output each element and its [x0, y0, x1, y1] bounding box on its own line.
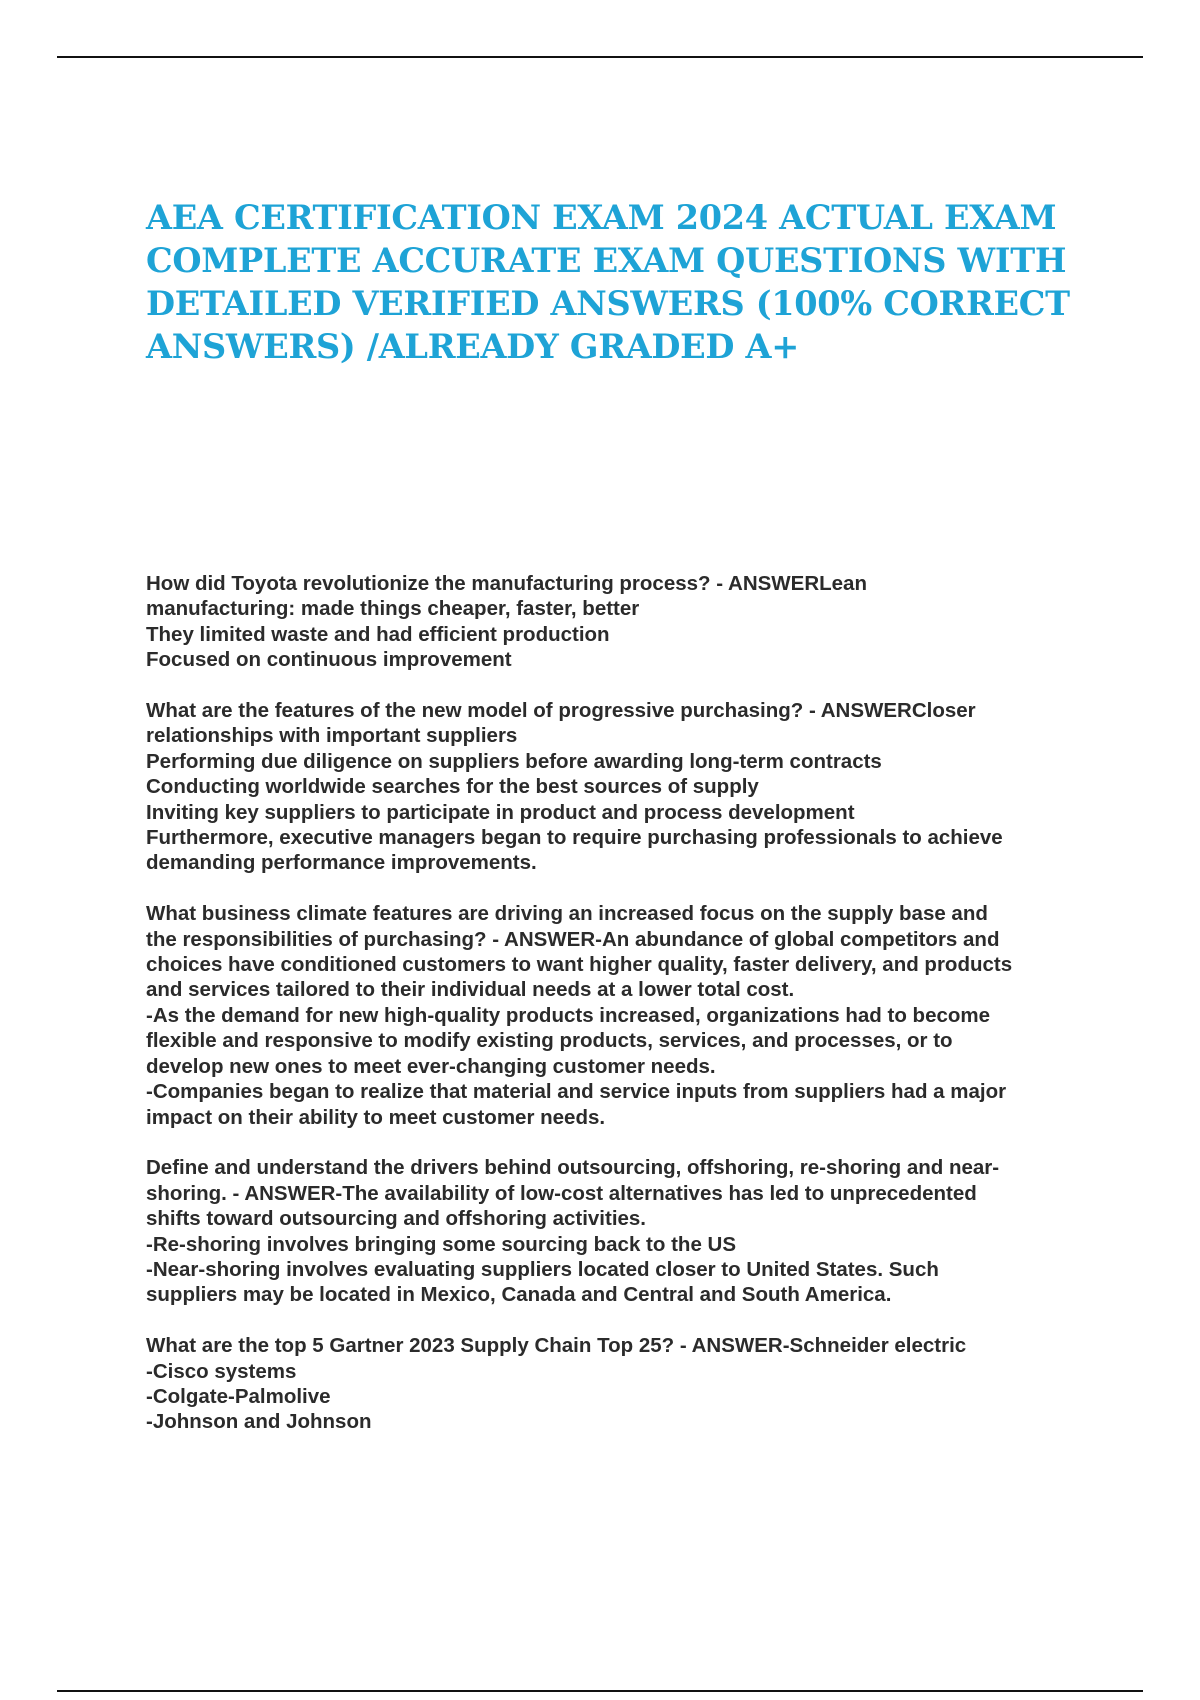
text-line: the responsibilities of purchasing? - ANSWER-An abundance of global competitors and: [146, 927, 1000, 951]
text-line: shoring. - ANSWER-The availability of low-cost alternatives has led to unprecedented: [146, 1181, 977, 1205]
text-line: shifts toward outsourcing and offshoring activities.: [146, 1207, 647, 1231]
text-line: manufacturing: made things cheaper, faster, better: [146, 597, 640, 621]
text-line: flexible and responsive to modify existing products, services, and processes, or to: [146, 1029, 953, 1053]
text-line: relationships with important suppliers: [146, 724, 518, 748]
text-line: -Johnson and Johnson: [146, 1410, 372, 1434]
text-line: Conducting worldwide searches for the best sources of supply: [146, 775, 759, 799]
title-line: AEA CERTIFICATION EXAM 2024 ACTUAL EXAM: [146, 198, 1057, 237]
text-line: What are the top 5 Gartner 2023 Supply Chain Top 25? - ANSWER-Schneider electric: [146, 1334, 967, 1358]
qa-block-outsourcing: [146, 1155, 1106, 1307]
title-line: ANSWERS) /ALREADY GRADED A+: [146, 327, 799, 366]
text-line: and services tailored to their individual needs at a lower total cost.: [146, 978, 795, 1002]
text-line: -Re-shoring involves bringing some sourcing back to the US: [146, 1232, 737, 1256]
text-line: Performing due diligence on suppliers before awarding long-term contracts: [146, 749, 882, 773]
text-line: What are the features of the new model of progressive purchasing? - ANSWERCloser: [146, 699, 976, 723]
top-rule: [57, 56, 1143, 58]
text-line: develop new ones to meet ever-changing customer needs.: [146, 1054, 716, 1078]
document-body: [146, 571, 1106, 1460]
text-line: -Cisco systems: [146, 1359, 297, 1383]
text-line: Define and understand the drivers behind outsourcing, offshoring, re-shoring and near-: [146, 1156, 1000, 1180]
title-line: COMPLETE ACCURATE EXAM QUESTIONS WITH: [146, 241, 1067, 280]
text-line: How did Toyota revolutionize the manufacturing process? - ANSWERLean: [146, 572, 867, 595]
text-line: choices have conditioned customers to want higher quality, faster delivery, and products: [146, 953, 1013, 977]
document-title: [146, 196, 1106, 368]
qa-block-business-climate: [146, 901, 1106, 1130]
text-line: They limited waste and had efficient production: [146, 622, 610, 646]
bottom-rule: [57, 1690, 1143, 1692]
text-line: Focused on continuous improvement: [146, 648, 512, 672]
text-line: impact on their ability to meet customer needs.: [146, 1105, 606, 1129]
qa-block-progressive-purchasing: [146, 698, 1106, 876]
qa-block-gartner: [146, 1333, 1106, 1435]
text-line: -Colgate-Palmolive: [146, 1384, 331, 1408]
text-line: -Near-shoring involves evaluating suppliers located closer to United States. Such: [146, 1257, 939, 1281]
text-line: suppliers may be located in Mexico, Canada and Central and South America.: [146, 1283, 892, 1307]
text-line: Inviting key suppliers to participate in product and process development: [146, 800, 855, 824]
qa-block-toyota: [146, 571, 1106, 673]
text-line: What business climate features are driving an increased focus on the supply base and: [146, 902, 988, 926]
title-line: DETAILED VERIFIED ANSWERS (100% CORRECT: [146, 284, 1070, 323]
text-line: Furthermore, executive managers began to require purchasing professionals to achieve: [146, 826, 1003, 850]
text-line: demanding performance improvements.: [146, 851, 537, 875]
text-line: -As the demand for new high-quality products increased, organizations had to become: [146, 1003, 991, 1027]
text-line: -Companies began to realize that material and service inputs from suppliers had a major: [146, 1080, 1007, 1104]
